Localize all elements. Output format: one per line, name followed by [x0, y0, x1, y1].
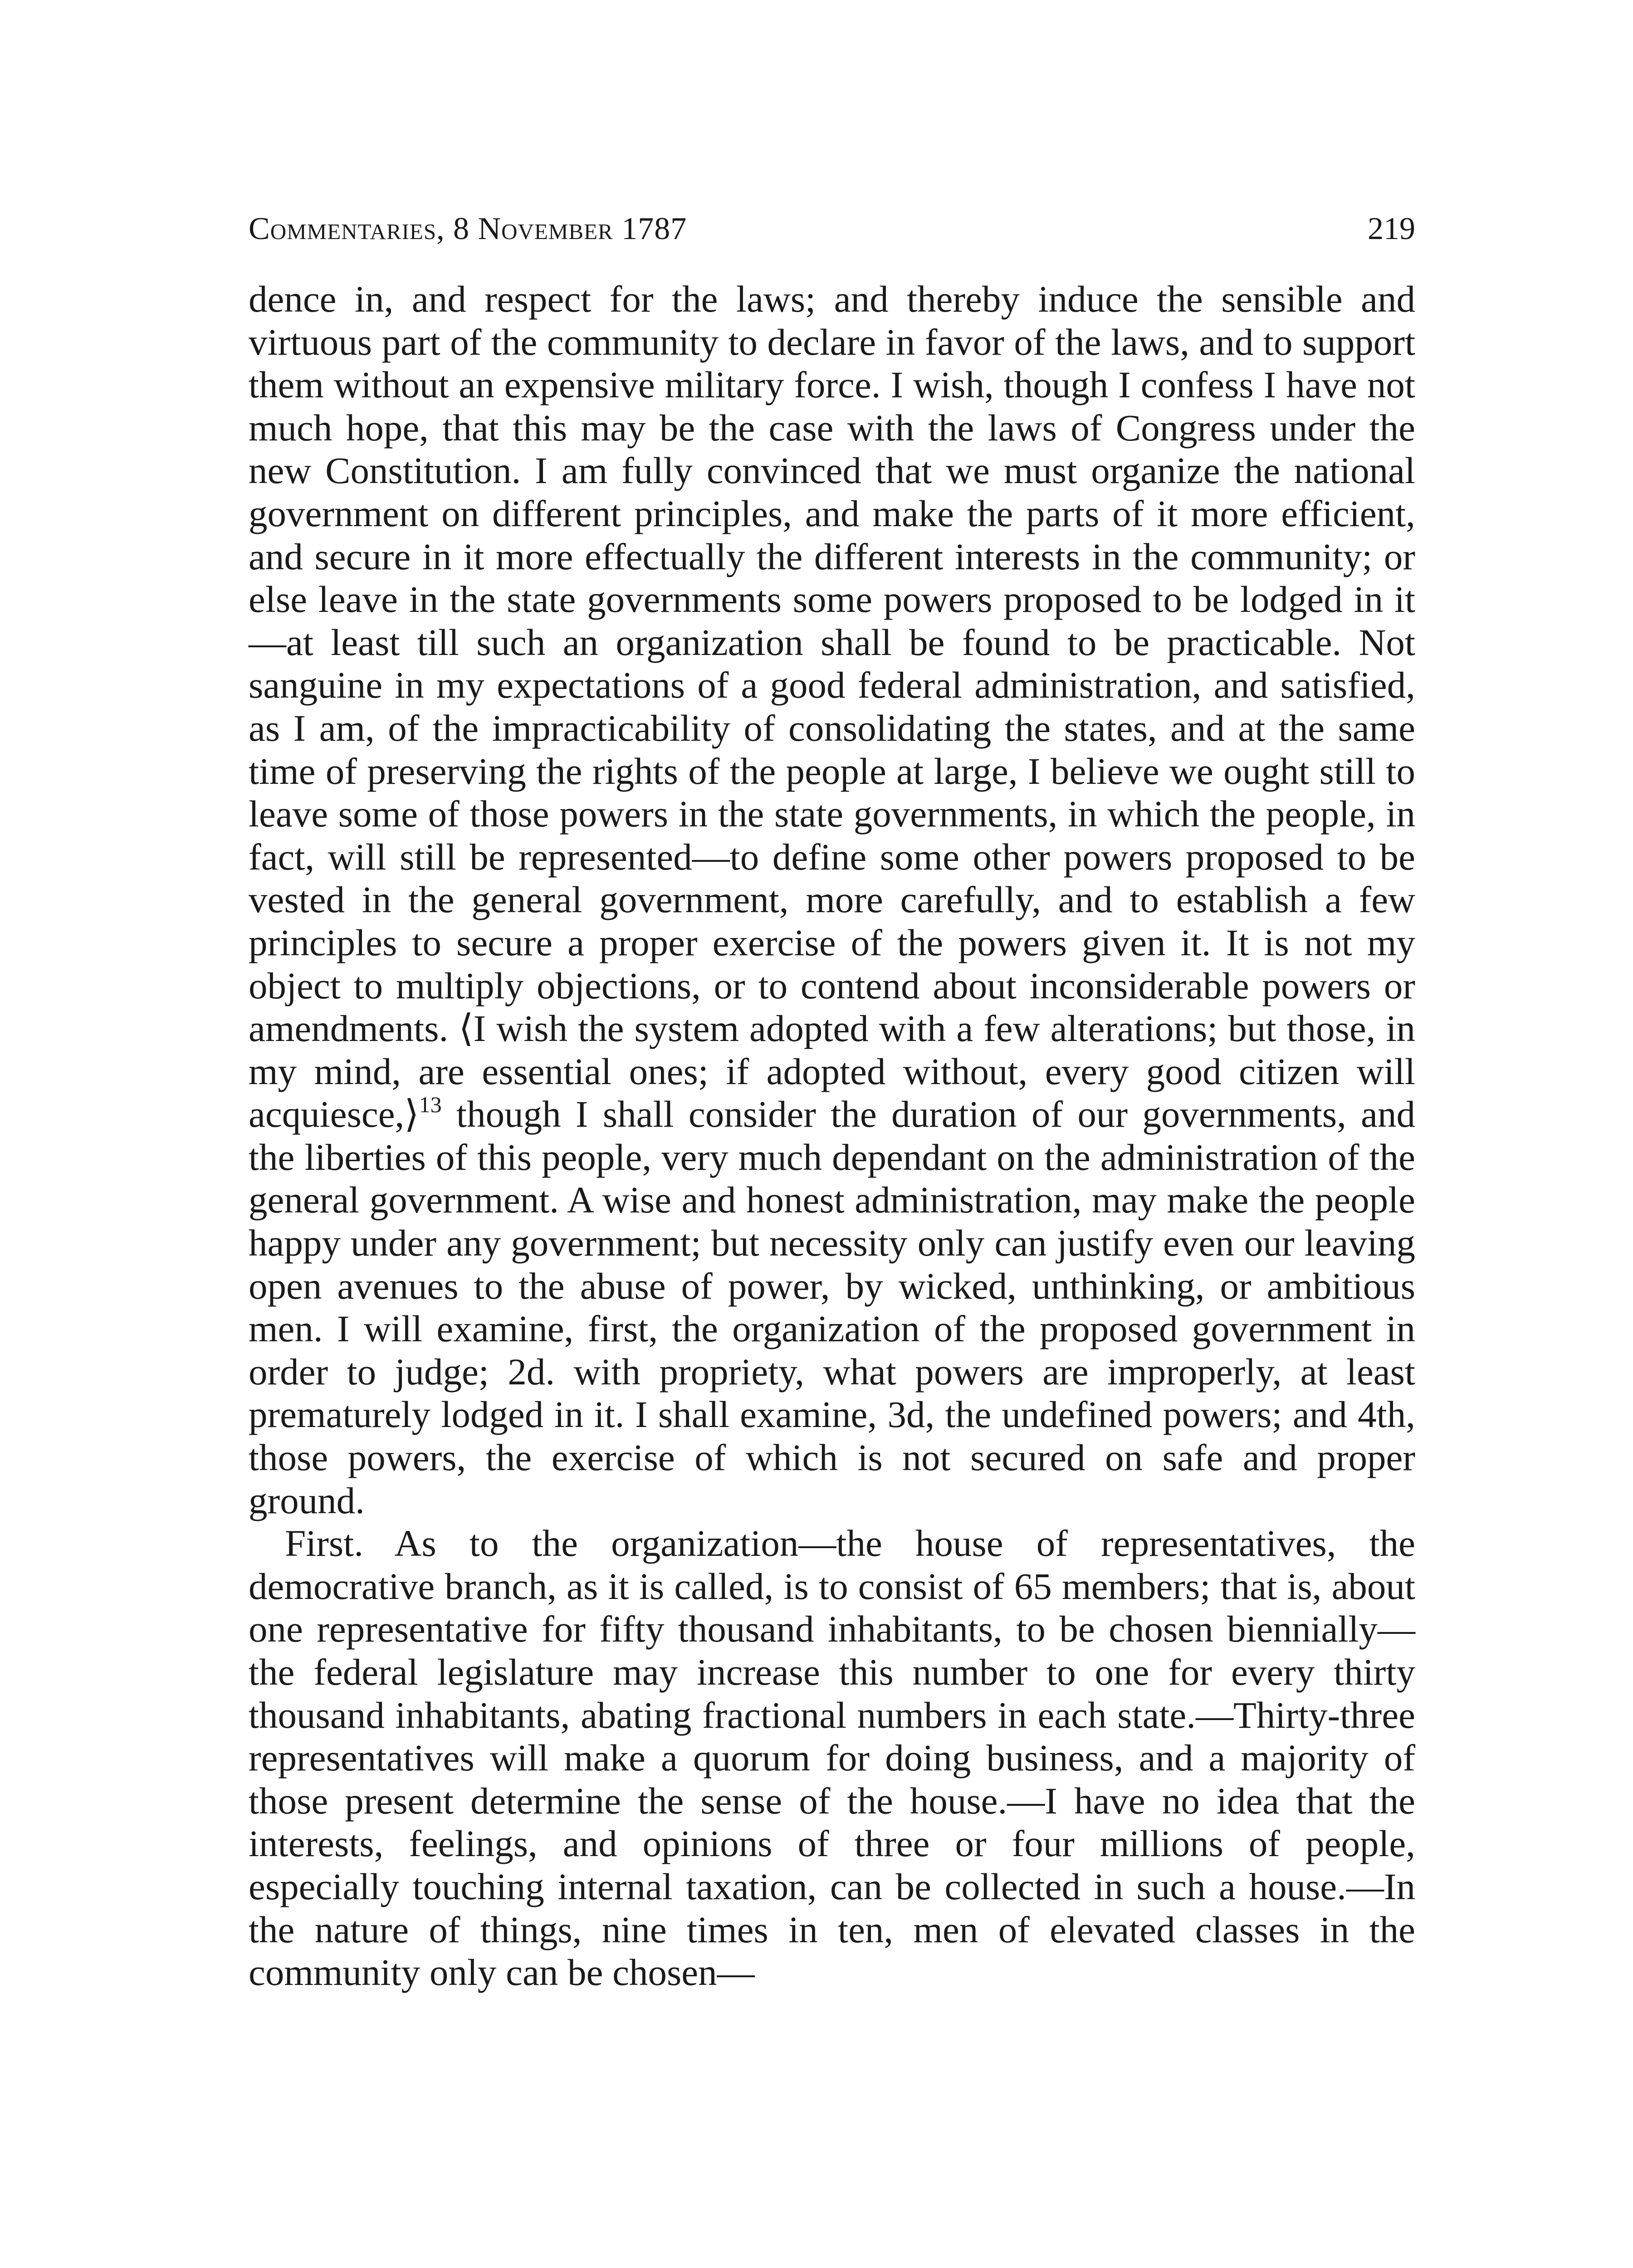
running-head-title: Commentaries, 8 November 1787: [249, 211, 687, 246]
document-page: [249, 213, 1415, 1994]
running-head: [249, 213, 1415, 245]
paragraph-1-continuation: though I shall consider the duration of our governments, and the liberties of this people, very much dependant on the administration of the general government. A wise and honest administration, may make the people happy under any government; but necessity only can justify even our leaving open avenues to the abuse of power, by wicked, unthinking, or ambitious men. I will examine, first, the organization of the proposed government in order to judge; 2d. with propriety, what powers are improperly, at least prematurely lodged in it. I shall examine, 3d, the undefined powers; and 4th, those powers, the exercise of which is not secured on safe and proper ground.: [249, 1093, 1415, 1521]
paragraph-1-text: dence in, and respect for the laws; and thereby induce the sensible and virtuous part of the community to declare in favor of the laws, and to support them without an expensive military force. I wish, though I confess I have not much hope, that this may be the case with the laws of Congress under the new Constitution. I am fully convinced that we must organize the national government on different principles, and make the parts of it more efficient, and secure in it more effectually the different interests in the community; or else leave in the state governments some powers proposed to be lodged in it—at least till such an organization shall be found to be practicable. Not sanguine in my expectations of a good federal administration, and satisfied, as I am, of the impracticability of consolidating the states, and at the same time of preserving the rights of the people at large, I believe we ought still to leave some of those powers in the state governments, in which the people, in fact, will still be represented—to define some other powers proposed to be vested in the general government, more carefully, and to establish a few principles to secure a proper exercise of the powers given it. It is not my object to multiply objections, or to contend about inconsiderable powers or amendments. ⟨I wish the system adopted with a few alterations; but those, in my mind, are essential ones; if adopted without, every good citizen will acquiesce,⟩: [249, 278, 1415, 1135]
body-text: [249, 278, 1415, 1994]
footnote-reference[interactable]: 13: [419, 1092, 442, 1118]
page-number: 219: [1368, 211, 1415, 246]
paragraph-2: First. As to the organization—the house of representatives, the democrative branch, as it is called, is to consist of 65 members; that is, about one representative for fifty thousand inhabitants, to be chosen biennially—the federal legislature may increase this number to one for every thirty thousand inhabitants, abating fractional numbers in each state.—Thirty-three representatives will make a quorum for doing business, and a majority of those present determine the sense of the house.—I have no idea that the interests, feelings, and opinions of three or four millions of people, especially touching internal taxation, can be collected in such a house.—In the nature of things, nine times in ten, men of elevated classes in the community only can be chosen—: [249, 1522, 1415, 1994]
paragraph-1: [249, 278, 1415, 1522]
